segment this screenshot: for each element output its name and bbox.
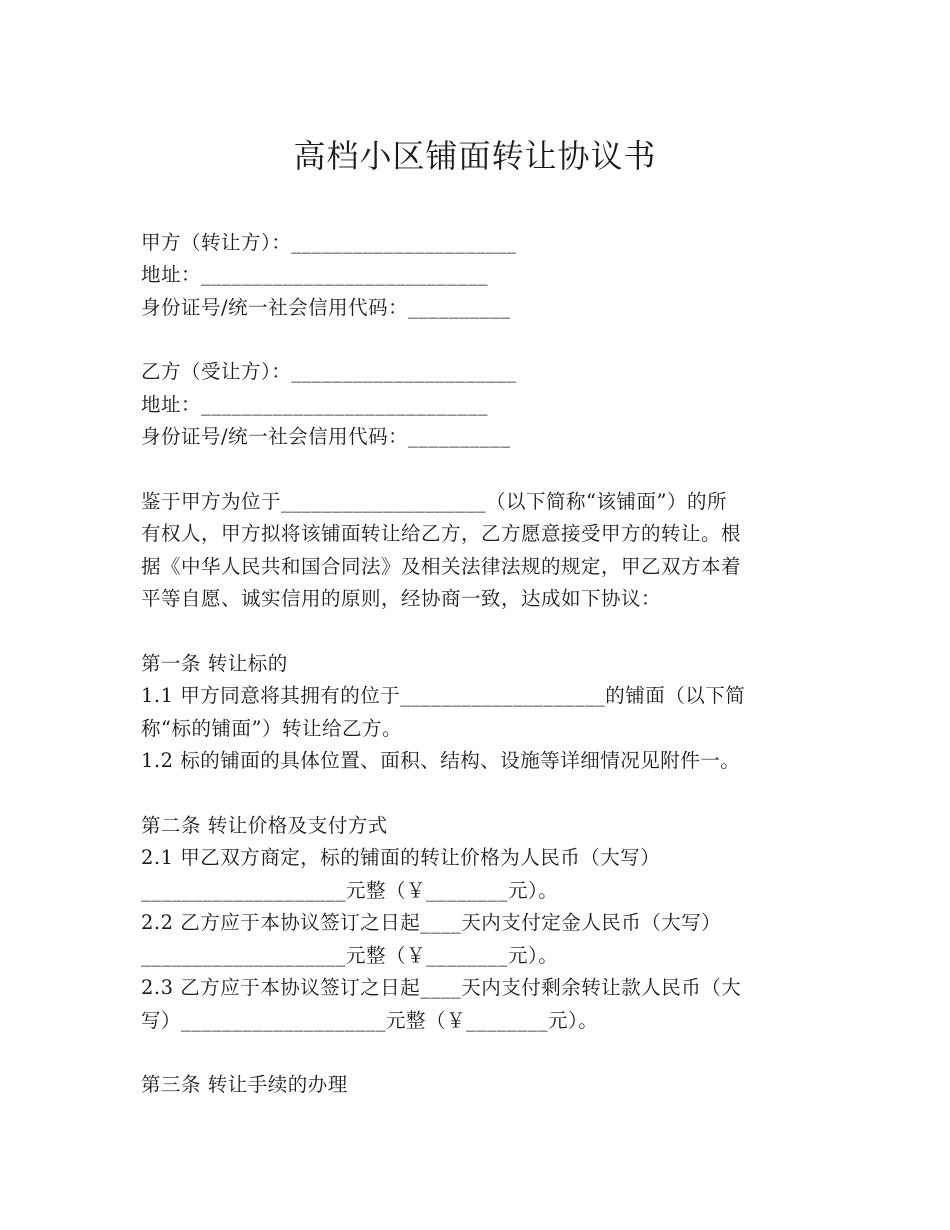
clause-2-1-line: ____________________元整（￥________元）。 <box>141 879 559 902</box>
clause-1-1-line: 1.1 甲方同意将其拥有的位于____________________的铺面（以下简 <box>141 684 746 707</box>
article-1-heading: 第一条 转让标的 <box>141 652 288 675</box>
preamble-line: 据《中华人民共和国合同法》及相关法律法规的规定，甲乙双方本着 <box>141 555 742 578</box>
clause-2-3-line: 2.3 乙方应于本协议签订之日起____天内支付剩余转让款人民币（大 <box>141 976 742 999</box>
clause-2-1-line: 2.1 甲乙双方商定，标的铺面的转让价格为人民币（大写） <box>141 846 661 869</box>
article-2-heading: 第二条 转让价格及支付方式 <box>141 814 388 837</box>
clause-1-2-line: 1.2 标的铺面的具体位置、面积、结构、设施等详细情况见附件一。 <box>141 749 741 772</box>
clause-1-1-line: 称“标的铺面”）转让给乙方。 <box>141 717 402 740</box>
preamble-line: 有权人，甲方拟将该铺面转让给乙方，乙方愿意接受甲方的转让。根 <box>141 522 742 545</box>
party-b-address-line: 地址：____________________________ <box>141 393 489 416</box>
clause-2-2-line: 2.2 乙方应于本协议签订之日起____天内支付定金人民币（大写） <box>141 911 722 934</box>
preamble-line: 鉴于甲方为位于____________________（以下简称“该铺面”）的所 <box>141 490 727 513</box>
party-a-address-line: 地址：____________________________ <box>141 263 489 286</box>
document-title: 高档小区铺面转让协议书 <box>293 137 657 175</box>
party-a-id-line: 身份证号/统一社会信用代码：__________ <box>141 296 511 319</box>
preamble-line: 平等自愿、诚实信用的原则，经协商一致，达成如下协议： <box>141 587 662 610</box>
party-a-name-line: 甲方（转让方）：______________________ <box>141 231 517 254</box>
clause-2-3-line: 写）____________________元整（￥________元）。 <box>141 1009 599 1032</box>
party-b-name-line: 乙方（受让方）：______________________ <box>141 360 517 383</box>
clause-2-2-line: ____________________元整（￥________元）。 <box>141 944 559 967</box>
party-b-id-line: 身份证号/统一社会信用代码：__________ <box>141 425 511 448</box>
article-3-heading: 第三条 转让手续的办理 <box>141 1073 348 1096</box>
